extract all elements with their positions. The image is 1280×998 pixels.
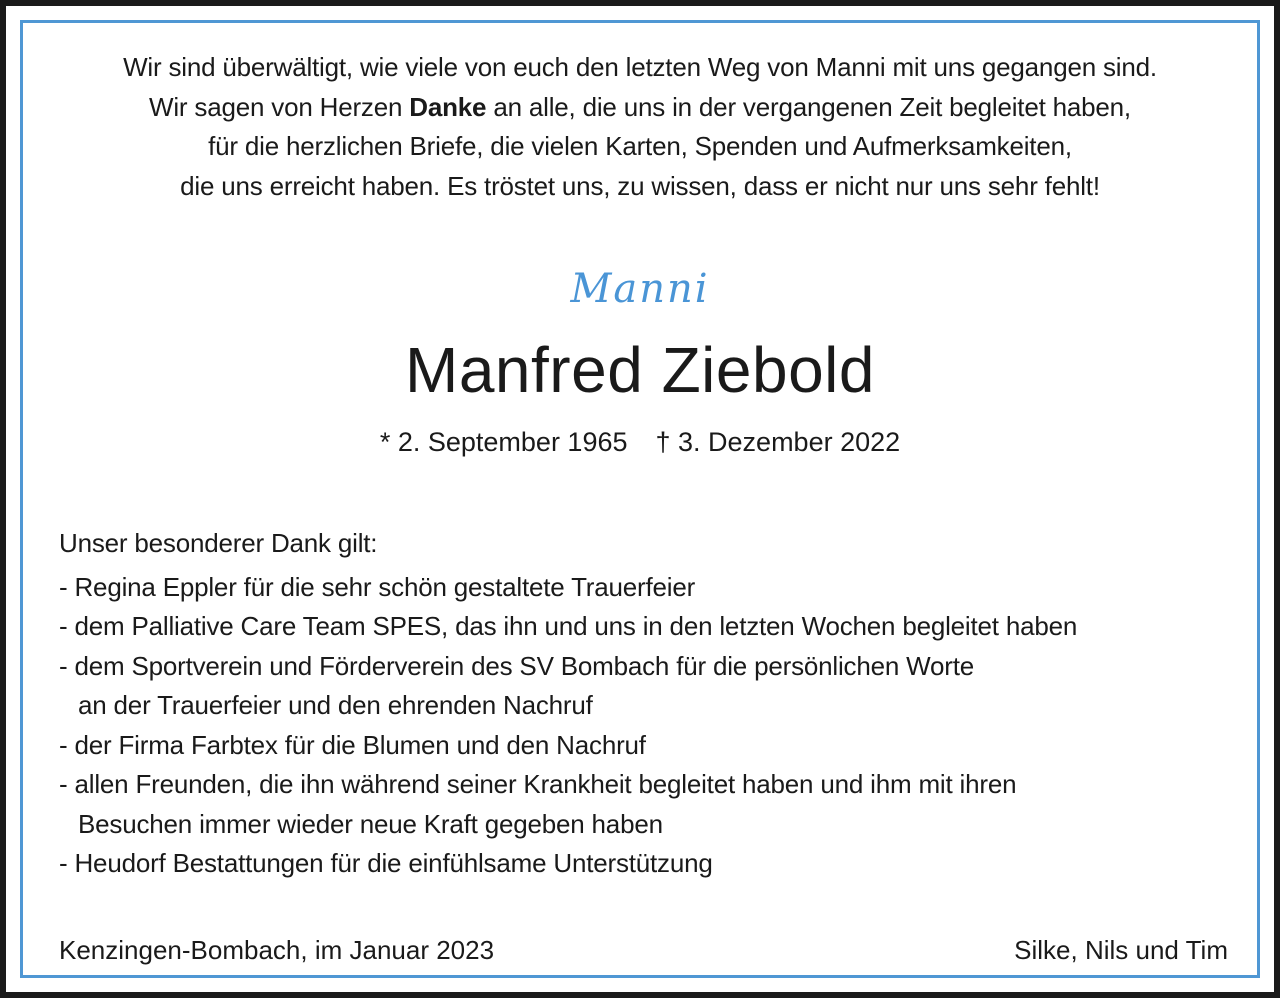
thanks-item-continuation: Besuchen immer wieder neue Kraft gegeben haben xyxy=(78,808,663,839)
thanks-heading: Unser besonderer Dank gilt: xyxy=(59,528,378,558)
thanks-item: - Regina Eppler für die sehr schön gestaltete Trauerfeier xyxy=(59,571,696,602)
life-dates xyxy=(6,424,1274,460)
thanks-item-continuation: an der Trauerfeier und den ehrenden Nachruf xyxy=(78,690,593,720)
signatures: Silke, Nils und Tim xyxy=(1014,935,1228,965)
intro-line-2-end: an alle, die uns in der vergangenen Zeit begleitet haben, xyxy=(486,91,1131,122)
thanks-item: - der Firma Farbtex für die Blumen und den Nachruf xyxy=(59,729,646,760)
thanks-section xyxy=(59,524,1249,884)
intro-line-1: Wir sind überwältigt, wie viele von euch den letzten Weg von Manni mit uns gegangen sind. xyxy=(123,52,1157,82)
birth-date: * 2. September 1965 xyxy=(379,427,628,457)
intro-paragraph xyxy=(6,48,1274,206)
place-and-date: Kenzingen-Bombach, im Januar 2023 xyxy=(59,935,495,965)
thanks-item: - dem Palliative Care Team SPES, das ihn und uns in den letzten Wochen begleitet haben xyxy=(59,611,1078,641)
intro-line-2-start: Wir sagen von Herzen xyxy=(149,91,410,122)
thanks-item: - dem Sportverein und Förderverein des SV Bombach für die persönlichen Worte xyxy=(59,650,975,681)
deceased-full-name: Manfred Ziebold xyxy=(405,334,875,406)
danke-emphasis: Danke xyxy=(409,91,487,122)
intro-line-2 xyxy=(6,88,1274,128)
nickname-script: Manni xyxy=(570,266,710,312)
thanks-item: - allen Freunden, die ihn während seiner Krankheit begleitet haben und ihm mit ihren xyxy=(59,769,1017,799)
thanks-item: - Heudorf Bestattungen für die einfühlsame Unterstützung xyxy=(59,848,713,878)
death-date: † 3. Dezember 2022 xyxy=(655,427,901,457)
obituary-card xyxy=(6,6,1274,992)
intro-line-3: für die herzlichen Briefe, die vielen Karten, Spenden und Aufmerksamkeiten, xyxy=(208,131,1072,161)
intro-line-4: die uns erreicht haben. Es tröstet uns, zu wissen, dass er nicht nur uns sehr fehlt! xyxy=(180,170,1100,201)
